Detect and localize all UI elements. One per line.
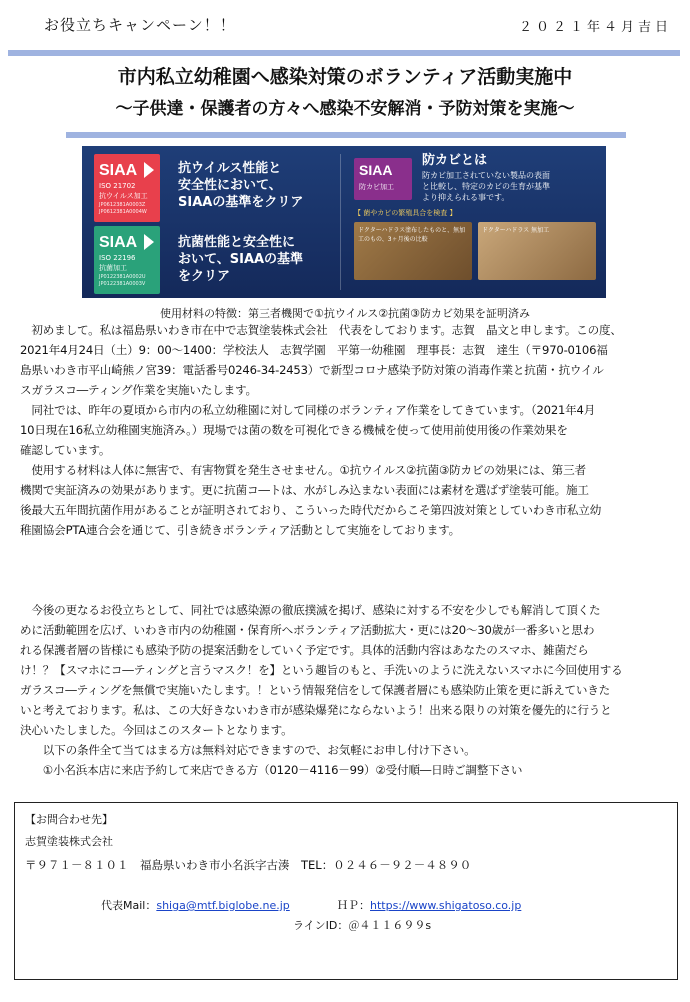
- comparison-photo-1: [354, 222, 472, 280]
- body-line: ①小名浜本店に来店予約して来店できる方（0120－4116－99）②受付順―日時ご調整下さい: [20, 763, 523, 777]
- body-line: 初めまして。私は福島県いわき市在中で志賀塗装株式会社 代表をしております。志賀 晶文と申します。この度、: [20, 323, 622, 337]
- arrow-icon: [144, 162, 154, 178]
- body-line: 以下の条件全て当てはまる方は無料対応できますので、お気軽にお申し付け下さい。: [20, 743, 476, 757]
- paragraph-materials: [20, 460, 670, 540]
- body-line: 同社では、昨年の夏頃から市内の私立幼稚園に対して同様のボランティア作業をしてきています。（2021年4月: [20, 403, 596, 417]
- badge-iso: ISO 21702: [99, 182, 136, 190]
- body-line: 今後の更なるお役立ちとして、同社では感染源の徹底撲滅を掲げ、感染に対する不安を少しでも解消して頂くた: [20, 603, 601, 617]
- badge-logo-text: SIAA: [99, 162, 138, 179]
- photo-label: ドクターハドラス塗布したものと、無加工のもの、3ヶ月後の比較: [358, 227, 466, 243]
- body-line: 島県いわき市平山崎熊ノ宮39：電話番号0246-34-2453）で新型コロナ感染予防対策の消毒作業と抗菌・抗ウイル: [20, 363, 604, 377]
- body-line: け！？【スマホにコ―ティングと言うマスク！を】という趣旨のもと、手洗いのように洗えないスマホに今回使用する: [20, 663, 623, 677]
- banner-line: SIAAの基準をクリア: [178, 195, 304, 210]
- hp-link[interactable]: https://www.shigatoso.co.jp: [370, 899, 522, 912]
- body-line: いと考えております。私は、この大好きないわき市が感染爆発にならないよう！出来る限りの対策を優先的に行うと: [20, 703, 612, 717]
- badge-code: JP0612381A0004W: [99, 209, 147, 215]
- badge-code: JP0122381A0003V: [99, 281, 146, 287]
- badge-code: JP0122381A0002U: [99, 274, 146, 280]
- hp-label: ＨＰ：: [337, 899, 370, 912]
- mail-link[interactable]: shiga@mtf.biglobe.ne.jp: [156, 899, 290, 912]
- badge-kind: 防カビ加工: [359, 183, 394, 191]
- body-line: 稚園協会PTA連合会を通じて、引き続きボランティア活動として実施をしております。: [20, 523, 460, 537]
- badge-logo-text: SIAA: [359, 162, 393, 178]
- banner-line: をクリア: [178, 269, 231, 284]
- mail-label: 代表Mail：: [101, 899, 157, 912]
- page-subtitle: ～子供達・保護者の方々へ感染不安解消・予防対策を実施～: [115, 99, 575, 119]
- badge-kind: 抗菌加工: [99, 264, 127, 272]
- body-line: めに活動範囲を広げ、いわき市内の幼稚園・保育所へボランティア活動拡大・更には20～30歳が一番多いと思わ: [20, 623, 595, 637]
- body-line: 後最大五年間抗菌作用があることが証明されており、こういった時代だからこそ第四波対策としていわき市私立幼: [20, 503, 602, 517]
- banner-line: 防カビ加工されていない製品の表面: [422, 171, 550, 180]
- contact-address: 〒９７１－８１０１ 福島県いわき市小名浜字古湊 TEL：０２４６－９２－４８９０: [25, 858, 472, 872]
- body-line: 決心いたしました。今回はこのスタートとなります。: [20, 723, 293, 737]
- title-divider: [66, 132, 626, 138]
- siaa-antimold-badge: [354, 158, 412, 200]
- contact-hp-row: [337, 897, 521, 913]
- arrow-icon: [144, 234, 154, 250]
- banner-line: 安全性において、: [178, 178, 282, 193]
- banner-line: おいて、SIAAの基準: [178, 252, 304, 267]
- contact-line-id: ラインID：＠４１１６９９s: [293, 919, 432, 932]
- body-line: 2021年4月24日（土）9：00～1400：学校法人 志賀学園 平第一幼稚園 理事長：志賀 達生（〒970-0106福: [20, 343, 608, 357]
- paragraph-intro: [20, 320, 670, 400]
- banner-line: 抗ウイルス性能と: [178, 161, 282, 176]
- issue-date: ２０２１年４月吉日: [518, 20, 672, 35]
- banner-line: 抗菌性能と安全性に: [178, 235, 296, 250]
- badge-kind: 抗ウイルス加工: [99, 192, 148, 200]
- page-title: 市内私立幼稚園へ感染対策のボランティア活動実施中: [117, 66, 573, 88]
- test-label: 【 菌やカビの繁殖具合を検査 】: [354, 209, 457, 217]
- banner-line: と比較し、特定のカビの生育が基準: [422, 182, 550, 191]
- badge-code: JP0612381A0003Z: [99, 202, 146, 208]
- mold-description: [422, 170, 550, 203]
- badge-iso: ISO 22196: [99, 254, 136, 262]
- banner-caption: 使用材料の特徴：第三者機関で①抗ウイルス②抗菌③防カビ効果を証明済み: [160, 307, 530, 320]
- banner-line: より抑えられる事です。: [422, 193, 510, 202]
- body-line: 確認しています。: [20, 443, 111, 457]
- body-line: 10日現在16私立幼稚園実施済み。）現場では菌の数を可視化できる機械を使って使用前使用後の作業効果を: [20, 423, 568, 437]
- top-divider: [8, 50, 680, 56]
- paragraph-future: [20, 600, 670, 780]
- paragraph-history: [20, 400, 670, 460]
- siaa-antibacterial-badge: [94, 226, 160, 294]
- banner-divider: [340, 154, 341, 290]
- body-line: れる保護者層の皆様にも感染予防の提案活動をしていく予定です。具体的活動内容はあなたのスマホ、雑菌だら: [20, 643, 589, 657]
- badge-logo-text: SIAA: [99, 234, 138, 251]
- contact-mail-row: [101, 897, 290, 913]
- contact-heading: 【お問合わせ先】: [25, 813, 113, 826]
- antiviral-text: [178, 160, 303, 211]
- siaa-banner: [82, 146, 606, 298]
- contact-company: 志賀塗装株式会社: [25, 835, 113, 848]
- siaa-antiviral-badge: [94, 154, 160, 222]
- photo-label: ドクターハドラス 無加工: [482, 227, 550, 234]
- comparison-photo-2: [478, 222, 596, 280]
- campaign-label: お役立ちキャンペーン！！: [44, 16, 236, 34]
- body-line: スガラスコ―ティング作業を実施いたします。: [20, 383, 257, 397]
- body-line: 機関で実証済みの効果があります。更に抗菌コ―トは、水がしみ込まない表面には素材を選ばず塗装可能。施工: [20, 483, 589, 497]
- body-line: 使用する材料は人体に無害で、有害物質を発生させません。①抗ウイルス②抗菌③防カビの効果には、第三者: [20, 463, 586, 477]
- contact-box: [14, 802, 678, 980]
- body-line: ガラスコ―ティングを無償で実施いたします。！という情報発信をして保護者層にも感染防止策を更に訴えていきた: [20, 683, 611, 697]
- mold-title: 防カビとは: [422, 153, 488, 168]
- antibacterial-text: [178, 234, 303, 285]
